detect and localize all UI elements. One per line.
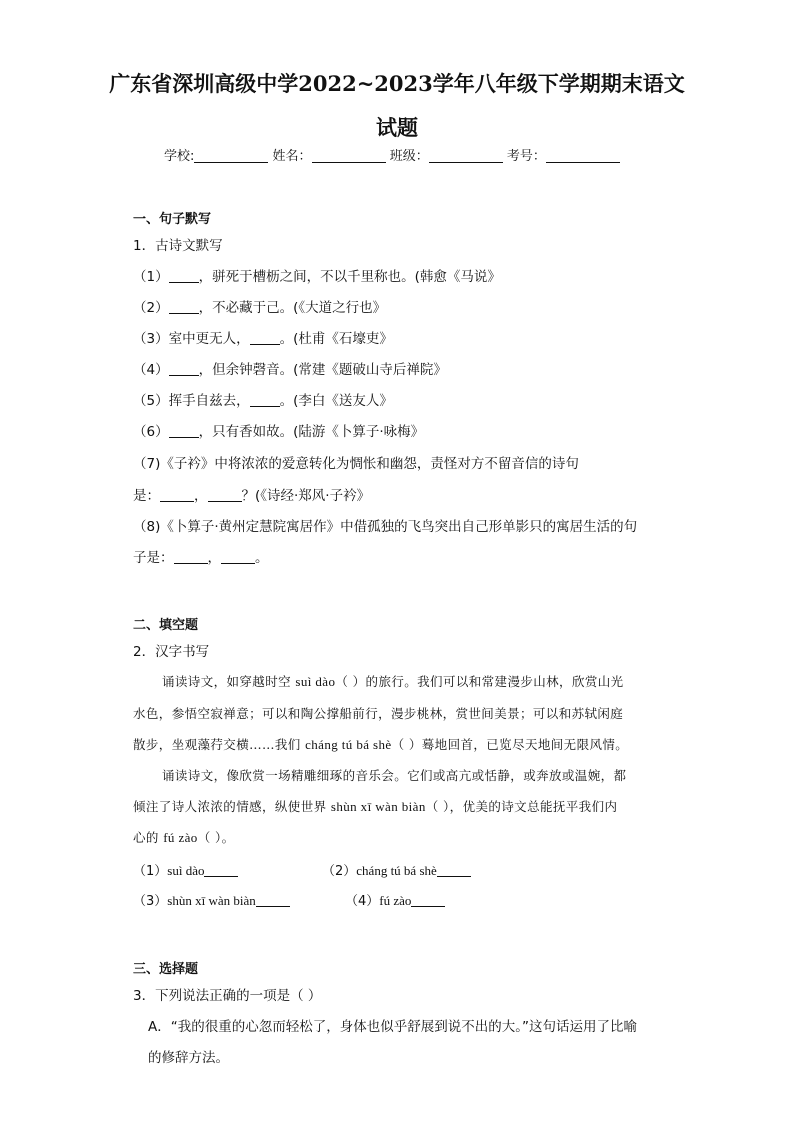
option-a[interactable]: A．“我的很重的心忽而轻松了，身体也似乎舒展到说不出的大。”这句话运用了比喻 xyxy=(148,1019,637,1035)
class-label: 班级： xyxy=(389,149,429,164)
recitation-item: （3）室中更无人， 。(杜甫《石壕吏》 xyxy=(133,331,393,347)
answer-blank[interactable] xyxy=(169,270,199,283)
passage-line: 诵读诗文，如穿越时空 suì dào（ ）的旅行。我们可以和常建漫步山林，欣赏山光 xyxy=(162,674,624,689)
school-label: 学校: xyxy=(164,149,195,164)
passage-line: 心的 fú zào（ ）。 xyxy=(133,830,235,845)
exam-number-label: 考号： xyxy=(506,149,546,164)
answer-blank[interactable] xyxy=(256,894,290,907)
answer-blank[interactable] xyxy=(169,425,199,438)
passage-line: 诵读诗文，像欣赏一场精雕细琢的音乐会。它们或高亢或恬静，或奔放或温婉，都 xyxy=(162,768,627,783)
class-blank[interactable] xyxy=(429,148,503,163)
name-label: 姓名： xyxy=(272,149,312,164)
answer-blank[interactable] xyxy=(160,489,194,502)
recitation-item: （2） ，不必藏于己。(《大道之行也》 xyxy=(133,300,387,316)
exam-number-blank[interactable] xyxy=(546,148,620,163)
section-heading: 三、选择题 xyxy=(133,962,199,977)
answer-item: （3）shùn xī wàn biàn xyxy=(133,890,290,909)
recitation-item-7: （7)《子衿》中将浓浓的爱意转化为惆怅和幽怨，责怪对方不留音信的诗句 xyxy=(133,456,579,472)
question-title: 2．汉字书写 xyxy=(133,644,210,660)
recitation-item: （6） ，只有香如故。(陆游《卜算子·咏梅》 xyxy=(133,424,425,440)
recitation-item: （5）挥手自兹去， 。(李白《送友人》 xyxy=(133,393,393,409)
question-title: 3．下列说法正确的一项是（ ） xyxy=(133,988,322,1004)
question-title: 1．古诗文默写 xyxy=(133,238,223,254)
answer-blank[interactable] xyxy=(250,394,280,407)
answer-blank[interactable] xyxy=(204,864,238,877)
option-a-cont: 的修辞方法。 xyxy=(148,1050,229,1066)
answer-blank[interactable] xyxy=(250,332,280,345)
answer-blank[interactable] xyxy=(169,363,199,376)
name-blank[interactable] xyxy=(312,148,386,163)
answer-item: （4）fú zào xyxy=(345,890,445,909)
page-title: 广东省深圳高级中学2022~2023学年八年级下学期期末语文 xyxy=(109,71,685,96)
recitation-item-8-cont: 子是： ， 。 xyxy=(133,550,269,566)
answer-item: （1）suì dào xyxy=(133,860,238,879)
passage-line: 水色，参悟空寂禅意；可以和陶公撑船前行，漫步桃林，赏世间美景；可以和苏轼闲庭 xyxy=(133,706,624,721)
recitation-item: （1） ，骈死于槽枥之间，不以千里称也。(韩愈《马说》 xyxy=(133,269,501,285)
answer-blank[interactable] xyxy=(437,864,471,877)
passage-line: 倾注了诗人浓浓的情感，纵使世界 shùn xī wàn biàn（ ），优美的诗文总能抚平我们内 xyxy=(133,799,618,814)
answer-blank[interactable] xyxy=(411,894,445,907)
section-heading: 一、句子默写 xyxy=(133,212,212,227)
student-info-line xyxy=(164,145,620,164)
answer-blank[interactable] xyxy=(169,301,199,314)
answer-blank[interactable] xyxy=(221,551,255,564)
answer-blank[interactable] xyxy=(174,551,208,564)
section-heading: 二、填空题 xyxy=(133,618,199,633)
page-title-continued: 试题 xyxy=(376,115,418,140)
passage-line: 散步，坐观藻荇交横……我们 cháng tú bá shè（ ）蓦地回首，已览尽天地间无限风情。 xyxy=(133,737,629,752)
answer-blank[interactable] xyxy=(208,489,242,502)
school-blank[interactable] xyxy=(194,148,268,163)
recitation-item-8: （8)《卜算子·黄州定慧院寓居作》中借孤独的飞鸟突出自己形单影只的寓居生活的句 xyxy=(133,519,638,535)
answer-item: （2）cháng tú bá shè xyxy=(322,860,471,879)
recitation-item: （4） ，但余钟磬音。(常建《题破山寺后禅院》 xyxy=(133,362,447,378)
recitation-item-7-cont: 是： ， ？(《诗经·郑风·子衿》 xyxy=(133,488,371,504)
